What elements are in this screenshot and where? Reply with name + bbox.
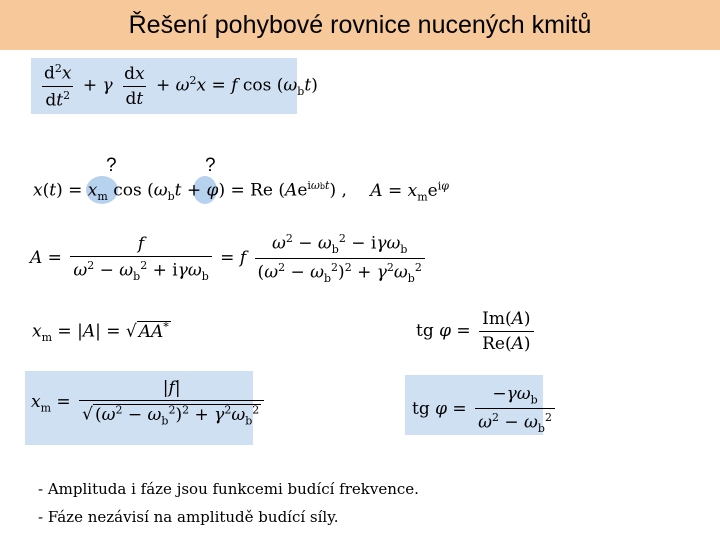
phase-result: tg φ = $\frac{-\gamma\omega_b}{\omega^2 - \omega_b^2}$: [412, 384, 558, 435]
solution-form: $x(t) = x_m$ $\cos (\omega_bt + \varphi) = Re$ $(Ae^{i\omega bt})$ , $A = x_me^{i\varphi}$: [33, 179, 449, 204]
slide-title-bar: [0, 0, 720, 50]
equation-of-motion: $\frac{d^2x}{dt^2}$ + γ $\frac{dx}{dt}$ + $\omega^2x = f$ $\cos (\omega_bt)$: [44, 62, 318, 111]
question-mark-phase: ?: [205, 155, 216, 176]
tangent-ratio: tg φ = $\frac{Im(A)}{Re(A)}$: [416, 309, 537, 354]
amplitude-result: $x_m$ = $\frac{|f|}{√ (\omega^2 - \omega_b^2)^2 + \gamma^2\omega_b^2}$: [31, 378, 267, 427]
complex-amplitude: A = $\frac{f}{\omega^2 - \omega_b^2 + i\gamma\omega_b}$ = f $\frac{\omega^2 - \omega_b^2 - i\gamma\omega_b}{(\omega^2 - \omega_b^2)^2 + \gamma^2\omega_b^2}$: [30, 232, 428, 285]
slide-title: Řešení pohybové rovnice nucených kmitů: [128, 10, 592, 39]
question-mark-amplitude: ?: [106, 155, 117, 176]
amplitude-modulus: $x_m = |A|$ = √ AA*: [32, 320, 169, 345]
bullet-item: - Fáze nezávisí na amplitudě budící síly.: [38, 508, 339, 526]
bullet-item: - Amplituda i fáze jsou funkcemi budící frekvence.: [38, 480, 419, 498]
